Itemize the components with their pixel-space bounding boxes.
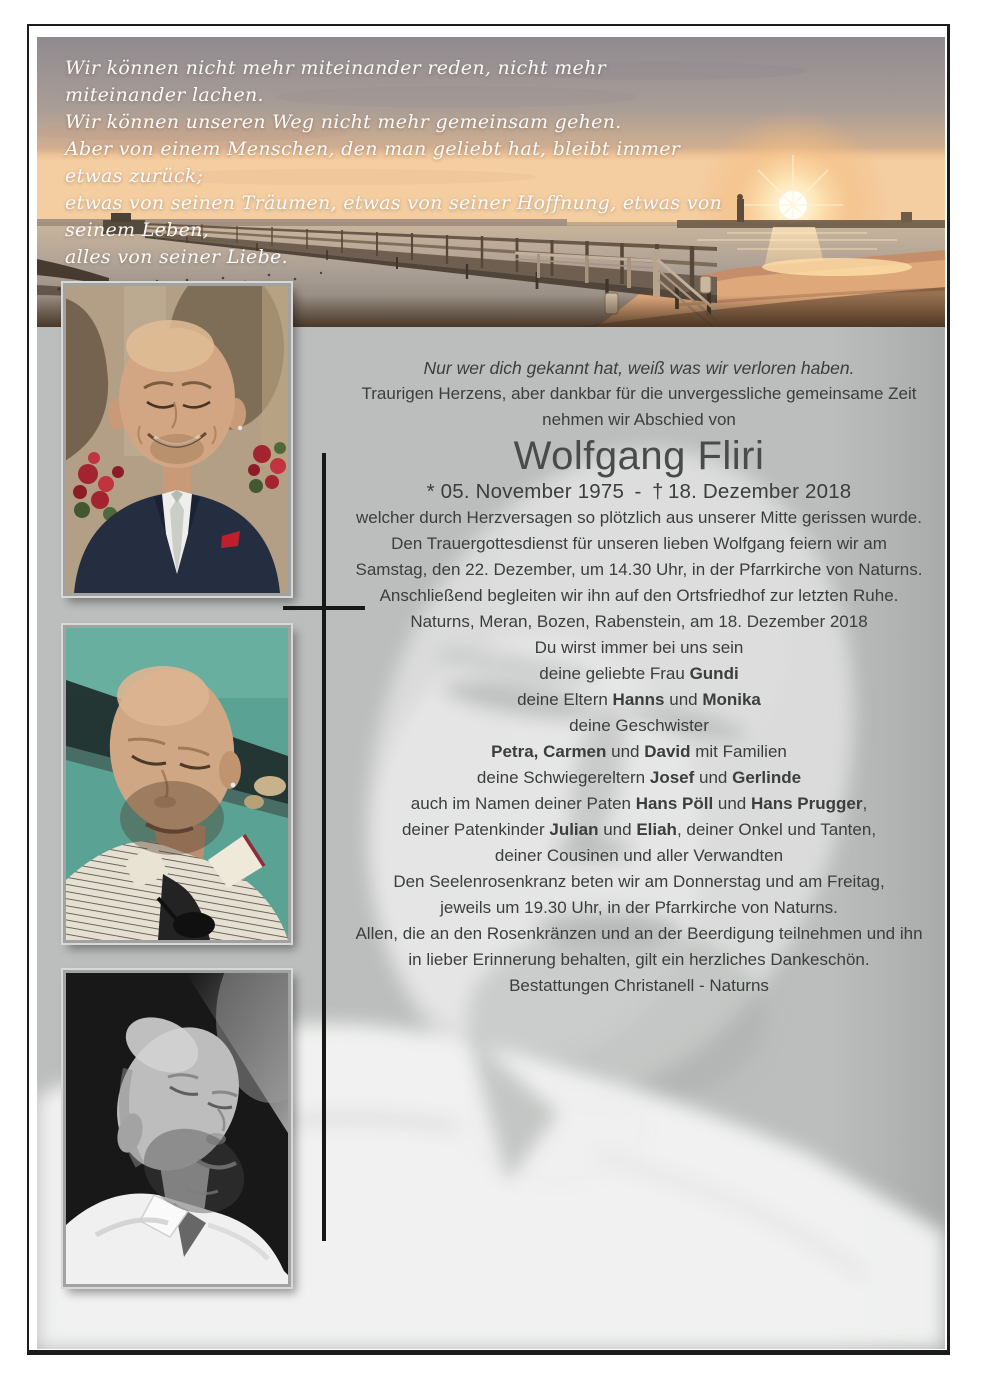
mourner-wife: deine geliebte Frau Gundi	[539, 664, 739, 683]
portrait-photo-black-white	[63, 970, 291, 1287]
thanks-note: Allen, die an den Rosenkränzen und an der Beerdigung teilnehmen und ihn in lieber Erinnerung behalten, gilt ein herzliches Dankeschön.	[355, 924, 923, 969]
portrait-photo-suit	[63, 283, 291, 596]
poem: Wir können nicht mehr miteinander reden, nicht mehr miteinander lachen. Wir können unseren Weg nicht mehr gemeinsam gehen. Aber von einem Menschen, den man geliebt hat, bleibt immer etwas zurück; etwas von seinen Träumen, etwas von seiner Hoffnung, etwas von seinem Leben, alles von seiner Liebe.	[65, 57, 723, 268]
funeral-service-info: Den Trauergottesdienst für unseren lieben Wolfgang feiern wir am Samstag, den 22. Dezember, um 14.30 Uhr, in der Pfarrkirche von Naturns. Anschließend begleiten wir ihn auf den Ortsfriedhof zur letzten Ruhe.	[355, 534, 923, 605]
mourner-siblings: deine Geschwister Petra, Carmen und David mit Familien	[491, 716, 787, 761]
epigraph: Nur wer dich gekannt hat, weiß was wir verloren haben.	[423, 358, 855, 378]
intro-text: Traurigen Herzens, aber dankbar für die unvergessliche gemeinsame Zeit nehmen wir Abschied von	[361, 384, 917, 429]
memorial-text-column	[333, 355, 945, 999]
mourner-inlaws: deine Schwiegereltern Josef und Gerlinde	[476, 768, 802, 787]
rosary-info: Den Seelenrosenkranz beten wir am Donnerstag und am Freitag, jeweils um 19.30 Uhr, in der Pfarrkirche von Naturns.	[393, 872, 885, 917]
memorial-cross-icon	[322, 453, 326, 1241]
life-dates: * 05. November 1975 - † 18. Dezember 2018	[426, 480, 852, 503]
cause-of-death: welcher durch Herzversagen so plötzlich aus unserer Mitte gerissen wurde.	[356, 508, 922, 527]
funeral-home: Bestattungen Christanell - Naturns	[509, 976, 769, 995]
mourner-parents: deine Eltern Hanns und Monika	[517, 690, 761, 709]
mourner-godparents: auch im Namen deiner Paten Hans Pöll und Hans Prugger, deiner Patenkinder Julian und Eliah, deiner Onkel und Tanten, deiner Cousinen und aller Verwandten	[401, 794, 877, 865]
deceased-name: Wolfgang Fliri	[513, 434, 765, 478]
card-content	[37, 37, 945, 1349]
farewell-motto: Du wirst immer bei uns sein	[534, 638, 744, 657]
sunglasses	[173, 912, 215, 938]
portrait-photo-striped-shirt	[63, 625, 291, 943]
places-date-line: Naturns, Meran, Bozen, Rabenstein, am 18. Dezember 2018	[410, 612, 868, 631]
